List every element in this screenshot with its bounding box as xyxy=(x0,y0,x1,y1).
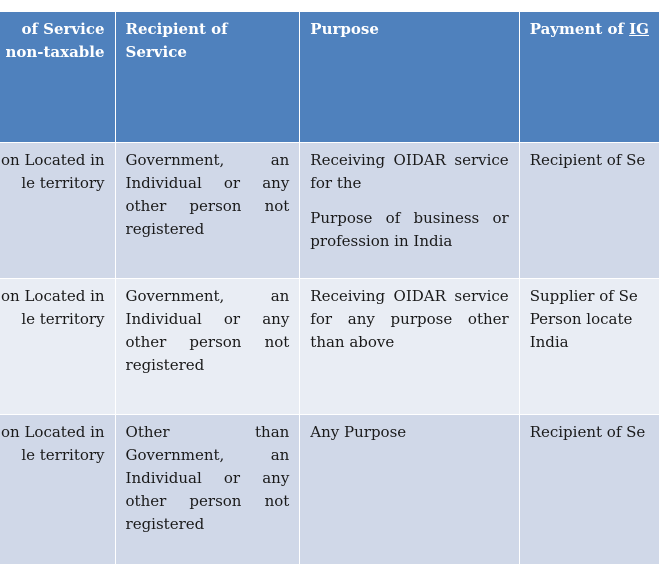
header-recipient: Recipient of Service xyxy=(115,12,300,143)
row2-col0-line2: le territory xyxy=(21,310,105,328)
row2-col3-line1: Supplier of Se xyxy=(529,287,638,305)
row3-purpose-p1: Any Purpose xyxy=(310,423,407,441)
row1-purpose-p1: Receiving OIDAR service for the xyxy=(310,151,509,192)
row1-purpose-p2: Purpose of business or profession in India xyxy=(310,209,509,250)
header-payment-label: Payment of xyxy=(529,20,630,38)
row2-purpose-cell xyxy=(300,279,519,415)
row2-recipient-cell: Government, an Individual or any other person not registered xyxy=(115,279,300,415)
row1-supplier-cell xyxy=(0,143,115,279)
row2-purpose-p1: Receiving OIDAR service for any purpose other than above xyxy=(310,287,509,351)
row3-col0-line1: on Located in xyxy=(1,423,105,441)
row2-col3-line2: Person locate xyxy=(529,310,633,328)
header-col0-line2: non-taxable xyxy=(5,43,105,61)
row2-col0-line1: on Located in xyxy=(1,287,105,305)
table-header-row xyxy=(0,12,660,143)
row3-recipient-cell: Other than Government, an Individual or any other person not registered xyxy=(115,415,300,565)
row1-col0-line1: on Located in xyxy=(1,151,105,169)
row3-col0-line2: le territory xyxy=(21,446,105,464)
row3-purpose-cell xyxy=(300,415,519,565)
service-table xyxy=(0,11,660,565)
row3-payment-cell: Recipient of Se xyxy=(519,415,659,565)
row1-recipient-cell: Government, an Individual or any other person not registered xyxy=(115,143,300,279)
row2-payment-cell xyxy=(519,279,659,415)
row1-col0-line2: le territory xyxy=(21,174,105,192)
row2-col3-line3: India xyxy=(529,333,569,351)
row2-supplier-cell xyxy=(0,279,115,415)
header-purpose: Purpose xyxy=(300,12,519,143)
table-row xyxy=(0,415,660,565)
row1-purpose-cell xyxy=(300,143,519,279)
table-row xyxy=(0,143,660,279)
header-supplier-location xyxy=(0,12,115,143)
table-row xyxy=(0,279,660,415)
igst-link[interactable]: IG xyxy=(629,20,649,38)
document-table-container xyxy=(0,11,660,565)
row3-supplier-cell xyxy=(0,415,115,565)
header-col0-line1: of Service xyxy=(21,20,105,38)
row1-payment-cell: Recipient of Se xyxy=(519,143,659,279)
header-payment xyxy=(519,12,659,143)
